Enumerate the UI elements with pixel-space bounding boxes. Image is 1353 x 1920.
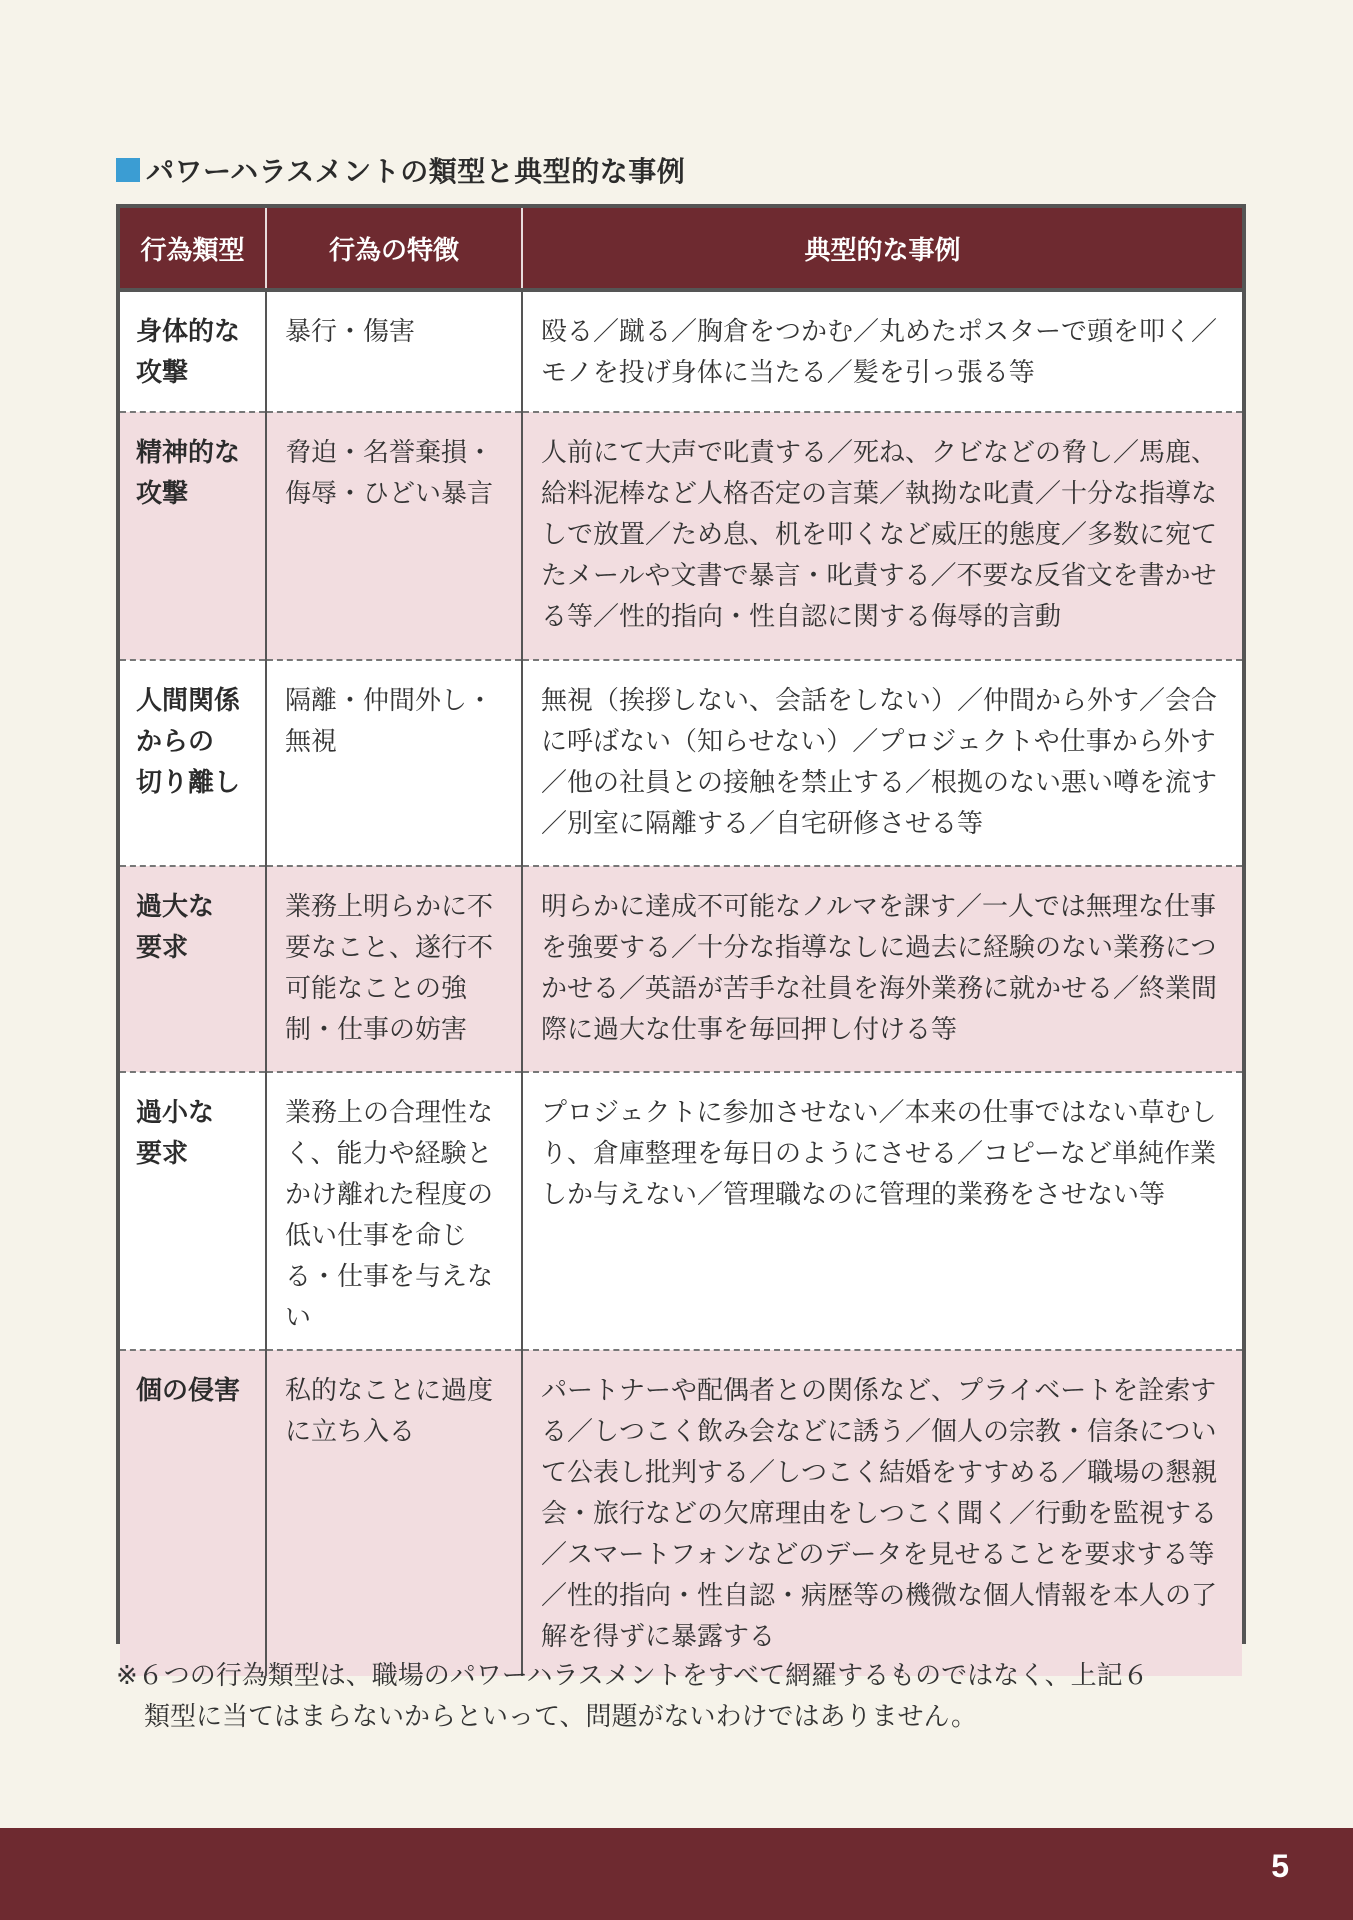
row-feature: 業務上の合理性なく、能力や経験とかけ離れた程度の低い仕事を命じる・仕事を与えない — [266, 1072, 522, 1350]
footer-bar — [0, 1828, 1353, 1920]
row-examples: プロジェクトに参加させない／本来の仕事ではない草むしり、倉庫整理を毎日のようにさせる／コピーなど単純作業しか与えない／管理職なのに管理的業務をさせない等 — [522, 1072, 1242, 1350]
row-feature: 業務上明らかに不要なこと、遂行不可能なことの強制・仕事の妨害 — [266, 866, 522, 1072]
row-type: 精神的な 攻撃 — [120, 412, 266, 660]
header-feature: 行為の特徴 — [266, 208, 522, 290]
table-row — [120, 412, 1242, 660]
row-type: 人間関係 からの 切り離し — [120, 660, 266, 866]
row-examples: 人前にて大声で叱責する／死ね、クビなどの脅し／馬鹿、給料泥棒など人格否定の言葉／執拗な叱責／十分な指導なしで放置／ため息、机を叩くなど威圧的態度／多数に宛てたメールや文書で暴言・叱責する／不要な反省文を書かせる等／性的指向・性自認に関する侮辱的言動 — [522, 412, 1242, 660]
table-row — [120, 1350, 1242, 1676]
table-row — [120, 1072, 1242, 1350]
row-examples: 無視（挨拶しない、会話をしない）／仲間から外す／会合に呼ばない（知らせない）／プロジェクトや仕事から外す／他の社員との接触を禁止する／根拠のない悪い噂を流す／別室に隔離する／自宅研修させる等 — [522, 660, 1242, 866]
row-examples: パートナーや配偶者との関係など、プライベートを詮索する／しつこく飲み会などに誘う／個人の宗教・信条について公表し批判する／しつこく結婚をすすめる／職場の懇親会・旅行などの欠席理由をしつこく聞く／行動を監視する／スマートフォンなどのデータを見せることを要求する等／性的指向・性自認・病歴等の機微な個人情報を本人の了解を得ずに暴露する — [522, 1350, 1242, 1676]
table-header-row — [120, 208, 1242, 290]
harassment-types-table — [116, 204, 1246, 1652]
header-type: 行為類型 — [120, 208, 266, 290]
row-type: 個の侵害 — [120, 1350, 266, 1676]
row-feature: 脅迫・名誉棄損・侮辱・ひどい暴言 — [266, 412, 522, 660]
section-title-text: パワーハラスメントの類型と典型的な事例 — [146, 155, 686, 188]
row-type: 身体的な 攻撃 — [120, 290, 266, 412]
row-feature: 暴行・傷害 — [266, 290, 522, 412]
section-title — [116, 150, 685, 190]
page-number: 5 — [1271, 1848, 1289, 1884]
table-row — [120, 660, 1242, 866]
square-bullet-icon — [116, 158, 140, 182]
footnote — [116, 1656, 1256, 1738]
row-feature: 私的なことに過度に立ち入る — [266, 1350, 522, 1676]
header-examples: 典型的な事例 — [522, 208, 1242, 290]
footnote-line-1: ※６つの行為類型は、職場のパワーハラスメントをすべて網羅するものではなく、上記６ — [116, 1661, 1149, 1691]
row-type: 過大な 要求 — [120, 866, 266, 1072]
table-row — [120, 290, 1242, 412]
table-row — [120, 866, 1242, 1072]
row-feature: 隔離・仲間外し・無視 — [266, 660, 522, 866]
row-type: 過小な 要求 — [120, 1072, 266, 1350]
row-examples: 殴る／蹴る／胸倉をつかむ／丸めたポスターで頭を叩く／モノを投げ身体に当たる／髪を引っ張る等 — [522, 290, 1242, 412]
row-examples: 明らかに達成不可能なノルマを課す／一人では無理な仕事を強要する／十分な指導なしに過去に経験のない業務につかせる／英語が苦手な社員を海外業務に就かせる／終業間際に過大な仕事を毎回押し付ける等 — [522, 866, 1242, 1072]
footnote-line-2: 類型に当てはまらないからといって、問題がないわけではありません。 — [144, 1702, 978, 1732]
